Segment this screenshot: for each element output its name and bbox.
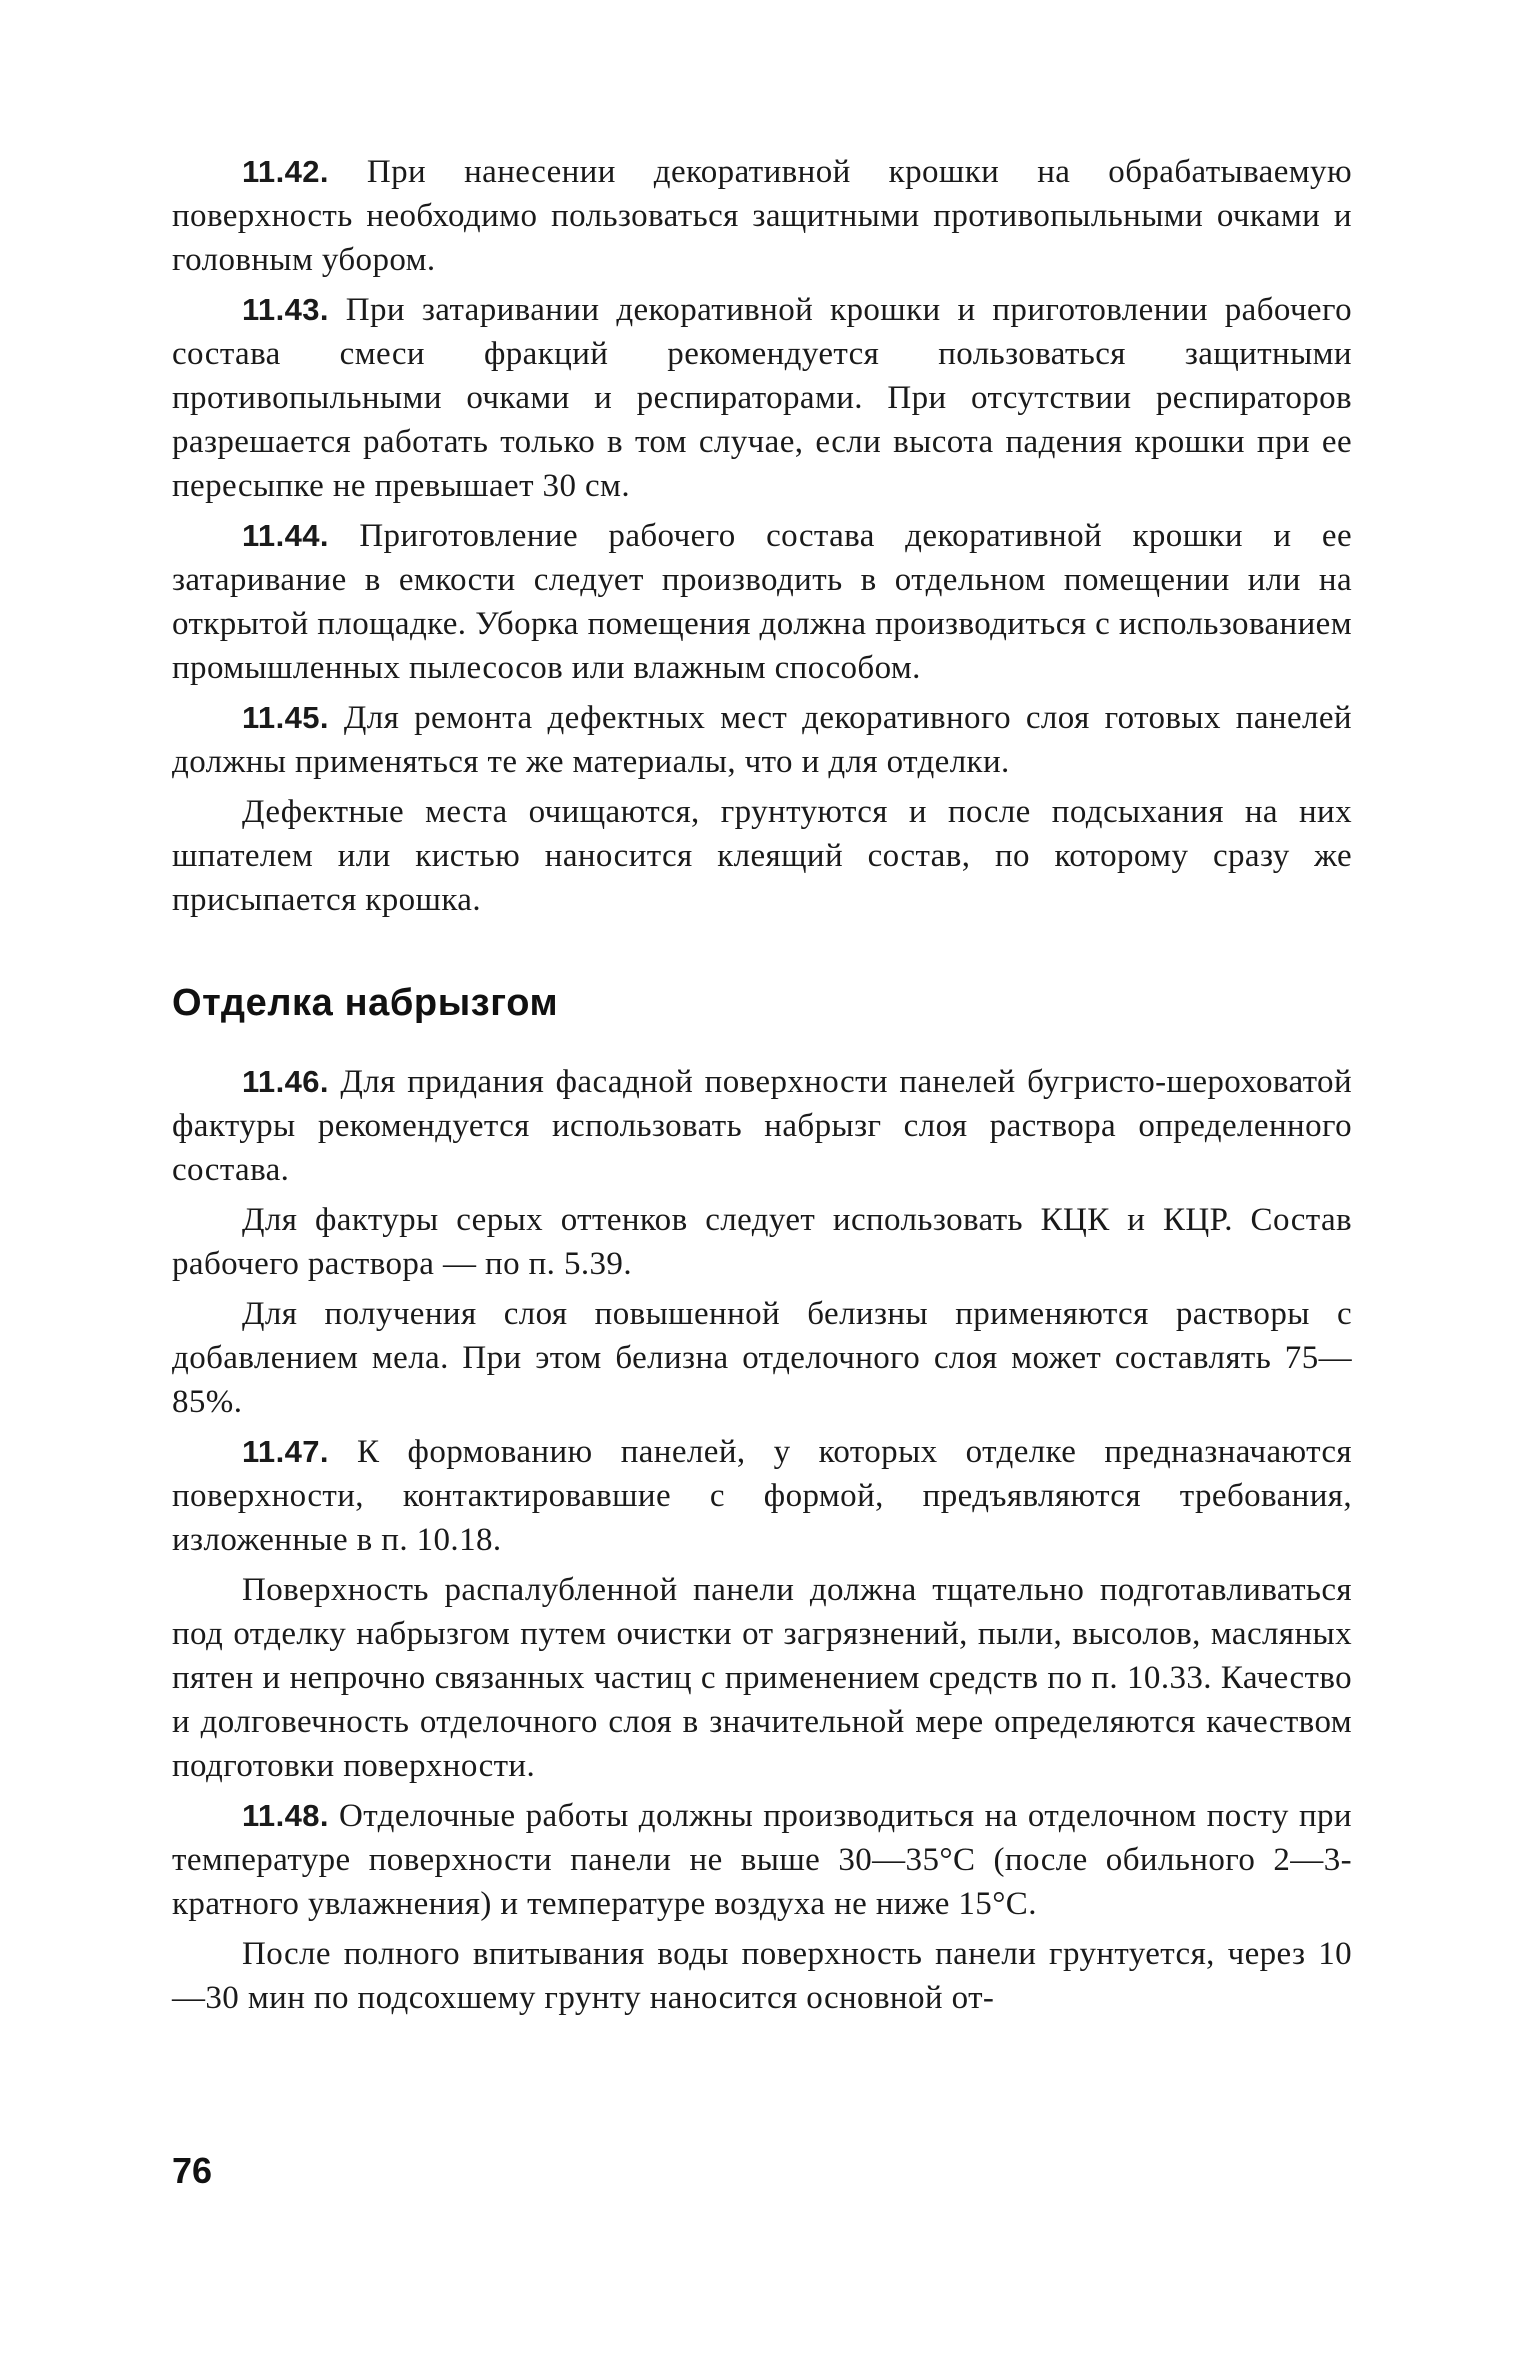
paragraph-whiteness <box>172 1292 1352 1424</box>
paragraph-text: Поверхность распалубленной панели должна тщательно подготавливаться под отделку набрызгом путем очистки от загрязнений, пыли, высолов, масляных пятен и непрочно связанных частиц с применением средств по п. 10.33. Качество и долговечность отделочного слоя в значительной мере определяются качеством подготовки поверхности. <box>172 1572 1352 1784</box>
paragraph-11-43 <box>172 288 1352 508</box>
paragraph-text: При нанесении декоративной крошки на обрабатываемую поверхность необходимо пользоваться защитными противопыльными очками и головным убором. <box>172 154 1352 278</box>
paragraph-text: При затаривании декоративной крошки и приготовлении рабочего состава смеси фракций рекомендуется пользоваться защитными противопыльными очками и респираторами. При отсутствии респираторов разрешается работать только в том случае, если высота падения крошки при ее пересыпке не превышает 30 см. <box>172 292 1352 504</box>
paragraph-text: Для фактуры серых оттенков следует использовать КЦК и КЦР. Состав рабочего раствора — по п. 5.39. <box>172 1202 1352 1282</box>
paragraph-text: После полного впитывания воды поверхность панели грунтуется, через 10—30 мин по подсохшему грунту наносится основной от- <box>172 1936 1352 2016</box>
page-number: 76 <box>172 2150 213 2191</box>
paragraph-grey-texture <box>172 1198 1352 1286</box>
paragraph-text: Для получения слоя повышенной белизны применяются растворы с добавлением мела. При этом белизна отделочного слоя может составлять 75—85%. <box>172 1296 1352 1420</box>
paragraph-defects <box>172 790 1352 922</box>
clause-number: 11.46. <box>242 1064 329 1099</box>
paragraph-11-48 <box>172 1794 1352 1926</box>
paragraph-text: Для придания фасадной поверхности панелей бугристо-шероховатой фактуры рекомендуется использовать набрызг слоя раствора определенного состава. <box>172 1064 1352 1188</box>
paragraph-11-47 <box>172 1430 1352 1562</box>
body-text <box>172 150 1352 2020</box>
paragraph-text: Дефектные места очищаются, грунтуются и после подсыхания на них шпателем или кистью наносится клеящий состав, по которому сразу же присыпается крошка. <box>172 794 1352 918</box>
clause-number: 11.48. <box>242 1798 329 1833</box>
paragraph-text: Отделочные работы должны производиться на отделочном посту при температуре поверхности панели не выше 30—35°С (после обильного 2—3-кратного увлажнения) и температуре воздуха не ниже 15°С. <box>172 1798 1352 1922</box>
section-heading: Отделка набрызгом <box>172 982 559 1024</box>
clause-number: 11.44. <box>242 518 329 553</box>
paragraph-11-46 <box>172 1060 1352 1192</box>
paragraph-text: Приготовление рабочего состава декоративной крошки и ее затаривание в емкости следует производить в отдельном помещении или на открытой площадке. Уборка помещения должна производиться с использованием промышленных пылесосов или влажным способом. <box>172 518 1352 686</box>
paragraph-11-44 <box>172 514 1352 690</box>
clause-number: 11.43. <box>242 292 329 327</box>
paragraph-11-42 <box>172 150 1352 282</box>
paragraph-priming <box>172 1932 1352 2020</box>
paragraph-text: Для ремонта дефектных мест декоративного слоя готовых панелей должны применяться те же материалы, что и для отделки. <box>172 700 1352 780</box>
paragraph-surface-prep <box>172 1568 1352 1788</box>
clause-number: 11.45. <box>242 700 329 735</box>
paragraph-11-45 <box>172 696 1352 784</box>
paragraph-text: К формованию панелей, у которых отделке предназначаются поверхности, контактировавшие с формой, предъявляются требования, изложенные в п. 10.18. <box>172 1434 1352 1558</box>
clause-number: 11.47. <box>242 1434 329 1469</box>
clause-number: 11.42. <box>242 154 329 189</box>
